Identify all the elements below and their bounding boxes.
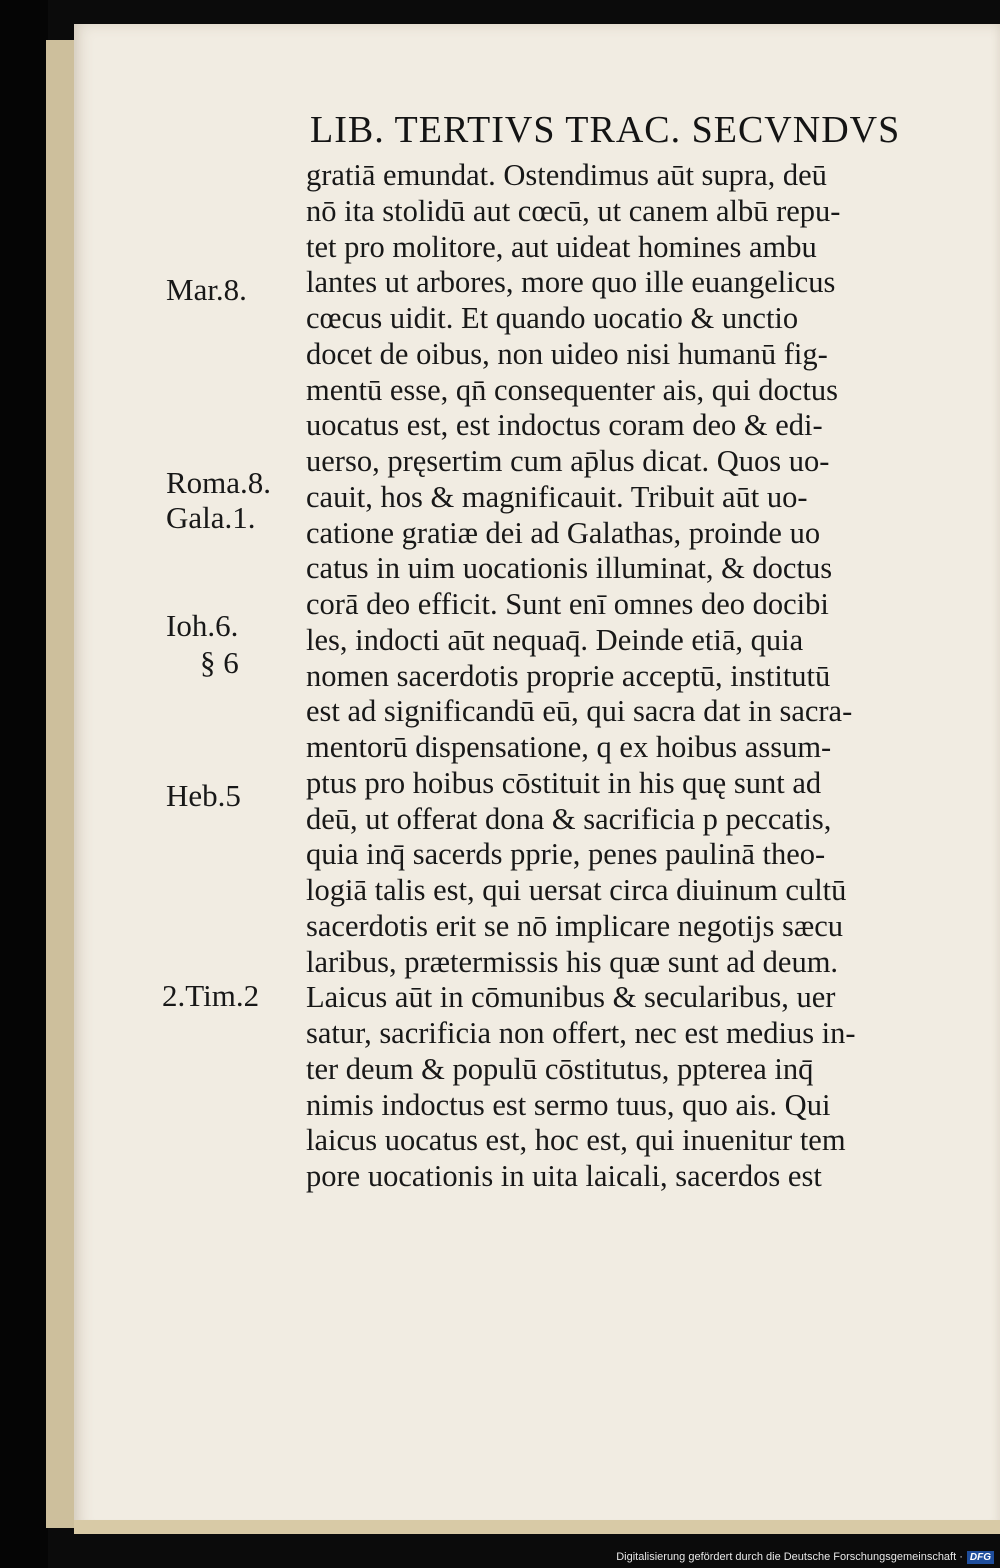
text-line: quia inq̄ sacerds pprie, penes paulinā theo- [306, 837, 826, 872]
body-text [306, 158, 930, 1195]
text-line: Laicus aūt in cōmunibus & secularibus, uer [306, 980, 836, 1015]
text-line: ptus pro hoibus cōstituit in his quę sunt ad [306, 765, 822, 800]
scan-background-left [0, 0, 48, 1568]
text-line: logiā talis est, qui uersat circa diuinum cultū [306, 873, 847, 907]
text-line: satur, sacrificia non offert, nec est medius in- [306, 1016, 856, 1050]
text-line: ter deum & populū cōstitutus, ppterea inq̄ [306, 1051, 814, 1086]
text-line: catus in uim uocationis illuminat, & doctus [306, 551, 833, 586]
text-line: corā deo efficit. Sunt enī omnes deo docibi [306, 587, 829, 621]
text-line: laribus, prætermissis his quæ sunt ad deum. [306, 944, 839, 979]
running-head: LIB. TERTIVS TRAC. SECVNDVS [310, 109, 901, 151]
text-line: sacerdotis erit se nō implicare negotijs sæcu [306, 908, 843, 943]
text-line: nō ita stolidū aut cœcū, ut canem albū repu- [306, 193, 841, 228]
text-line: laicus uocatus est, hoc est, qui inuenitur tem [306, 1123, 846, 1158]
funding-credit: Digitalisierung gefördert durch die Deutsche Forschungsgemeinschaft · [616, 1551, 963, 1563]
text-line: gratiā emundat. Ostendimus aūt supra, deū [306, 158, 827, 192]
text-line: nimis indoctus est sermo tuus, quo ais. Qui [306, 1087, 831, 1122]
margin-note-gala: Gala.1. [166, 500, 256, 535]
text-line: cœcus uidit. Et quando uocatio & unctio [306, 301, 799, 335]
text-line: est ad significandū eū, qui sacra dat in sacra- [306, 694, 853, 729]
text-line: tet pro molitore, aut uideat homines ambu [306, 229, 817, 264]
text-line: catione gratiæ dei ad Galathas, proinde uo [306, 515, 821, 550]
text-line: uocatus est, est indoctus coram deo & edi- [306, 408, 823, 443]
margin-note-mar: Mar.8. [166, 272, 247, 307]
text-line: les, indocti aūt nequaq̄. Deinde etiā, quia [306, 622, 804, 657]
text-line: uerso, pręsertim cum ap̄lus dicat. Quos uo- [306, 444, 830, 478]
footer-bar [600, 1546, 1000, 1568]
dfg-logo: DFG [967, 1551, 994, 1564]
page-bottom-edge [74, 1520, 1000, 1534]
text-line: docet de oibus, non uideo nisi humanū fig- [306, 336, 828, 371]
text-line: cauit, hos & magnificauit. Tribuit aūt uo- [306, 479, 808, 514]
margin-note-heb: Heb.5 [166, 778, 241, 813]
text-line: nomen sacerdotis proprie acceptū, institutū [306, 658, 831, 693]
text-line: lantes ut arbores, more quo ille euangelicus [306, 265, 836, 300]
text-line: mentorū dispensatione, q ex hoibus assum- [306, 730, 832, 764]
text-line: mentū esse, qn̄ consequenter ais, qui doctus [306, 372, 838, 407]
margin-note-ioh: Ioh.6. [166, 608, 239, 643]
margin-note-section: § 6 [200, 645, 239, 680]
text-line: deū, ut offerat dona & sacrificia p peccatis, [306, 801, 832, 836]
text-line: pore uocationis in uita laicali, sacerdos est [306, 1159, 822, 1193]
margin-note-tim: 2.Tim.2 [162, 978, 260, 1013]
margin-note-roma: Roma.8. [166, 465, 272, 500]
